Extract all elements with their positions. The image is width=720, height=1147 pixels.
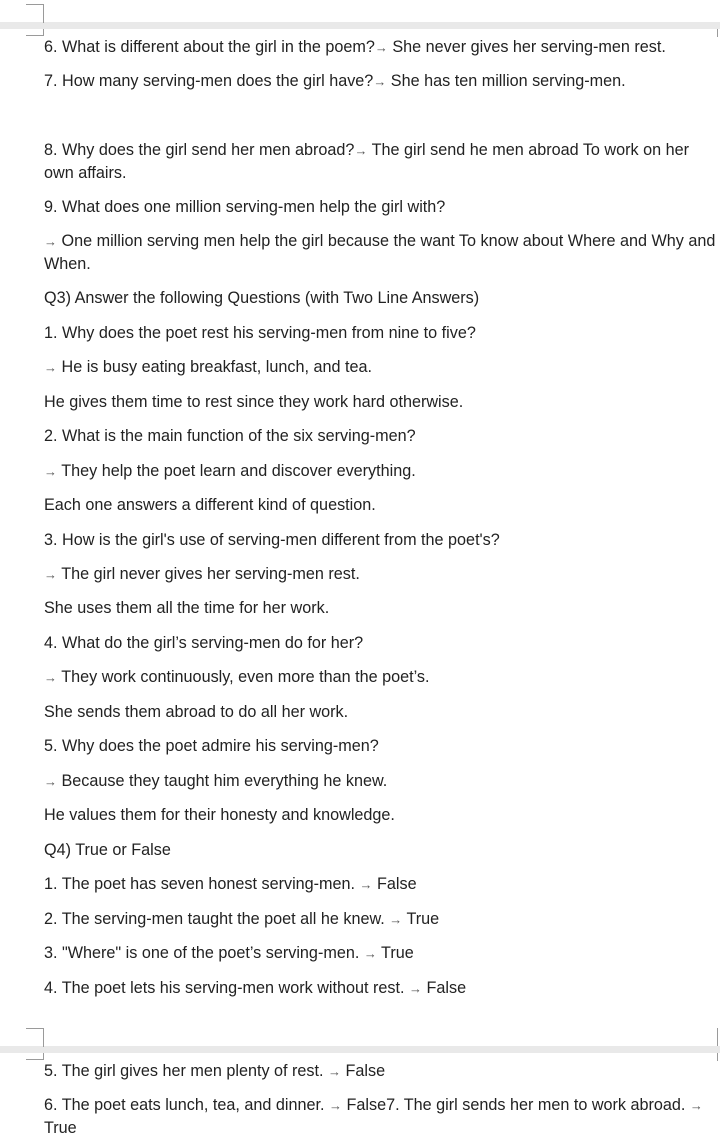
- text-line: → The girl never gives her serving-men rest.: [44, 565, 360, 583]
- section-heading: Q3) Answer the following Questions (with Two Line Answers): [44, 289, 480, 307]
- arrow-icon: →: [389, 912, 403, 927]
- arrow-icon: →: [408, 981, 422, 996]
- page-corner-mark: [26, 1053, 44, 1060]
- text-line: She uses them all the time for her work.: [44, 599, 330, 617]
- text-line: 7. How many serving-men does the girl have?→ She has ten million serving-men.: [44, 72, 626, 90]
- text-line: → One million serving men help the girl because the want To know about Where and Why and When.: [44, 232, 720, 273]
- page-break-top: [0, 22, 720, 29]
- text-line: 2. The serving-men taught the poet all he knew. → True: [44, 910, 440, 928]
- arrow-icon: →: [373, 74, 387, 89]
- text-line: 5. The girl gives her men plenty of rest. → False: [44, 1062, 386, 1080]
- text-line: → He is busy eating breakfast, lunch, and tea.: [44, 358, 372, 376]
- page-corner-mark: [26, 4, 44, 23]
- text-line: → They work continuously, even more than the poet’s.: [44, 668, 430, 686]
- text-line: 4. What do the girl’s serving-men do for her?: [44, 634, 364, 652]
- text-line: 6. What is different about the girl in the poem?→ She never gives her serving-men rest.: [44, 38, 666, 56]
- arrow-icon: →: [44, 670, 57, 685]
- text-line: → Because they taught him everything he knew.: [44, 772, 388, 790]
- arrow-icon: →: [44, 234, 57, 249]
- text-line: He gives them time to rest since they work hard otherwise.: [44, 393, 464, 411]
- text-line: 5. Why does the poet admire his serving-men?: [44, 737, 379, 755]
- text-line: 3. "Where" is one of the poet’s serving-men. → True: [44, 944, 414, 962]
- page-corner-mark: [26, 1028, 44, 1047]
- arrow-icon: →: [44, 774, 57, 789]
- arrow-icon: →: [374, 40, 388, 55]
- text-line: → They help the poet learn and discover everything.: [44, 462, 416, 480]
- text-line: She sends them abroad to do all her work.: [44, 703, 349, 721]
- text-line: Each one answers a different kind of question.: [44, 496, 376, 514]
- text-line: 9. What does one million serving-men help the girl with?: [44, 198, 446, 216]
- text-line: 4. The poet lets his serving-men work without rest. → False: [44, 979, 467, 997]
- page-corner-mark: [26, 29, 44, 36]
- section-heading: Q4) True or False: [44, 841, 171, 859]
- text-line: 8. Why does the girl send her men abroad?→ The girl send he men abroad To work on her own affairs.: [44, 141, 694, 182]
- arrow-icon: →: [354, 143, 368, 158]
- text-line: 1. Why does the poet rest his serving-men from nine to five?: [44, 324, 476, 342]
- text-line: 2. What is the main function of the six serving-men?: [44, 427, 416, 445]
- text-line: 3. How is the girl's use of serving-men different from the poet's?: [44, 531, 500, 549]
- arrow-icon: →: [44, 360, 57, 375]
- text-line: 6. The poet eats lunch, tea, and dinner. → False7. The girl sends her men to work abroad. → True: [44, 1096, 708, 1137]
- arrow-icon: →: [689, 1098, 703, 1113]
- arrow-icon: →: [359, 877, 373, 892]
- arrow-icon: →: [44, 567, 57, 582]
- text-line: 1. The poet has seven honest serving-men. → False: [44, 875, 417, 893]
- page-break-bottom: [0, 1046, 720, 1053]
- text-line: He values them for their honesty and knowledge.: [44, 806, 395, 824]
- arrow-icon: →: [329, 1098, 342, 1113]
- arrow-icon: →: [363, 946, 377, 961]
- arrow-icon: →: [44, 464, 57, 479]
- arrow-icon: →: [328, 1064, 342, 1079]
